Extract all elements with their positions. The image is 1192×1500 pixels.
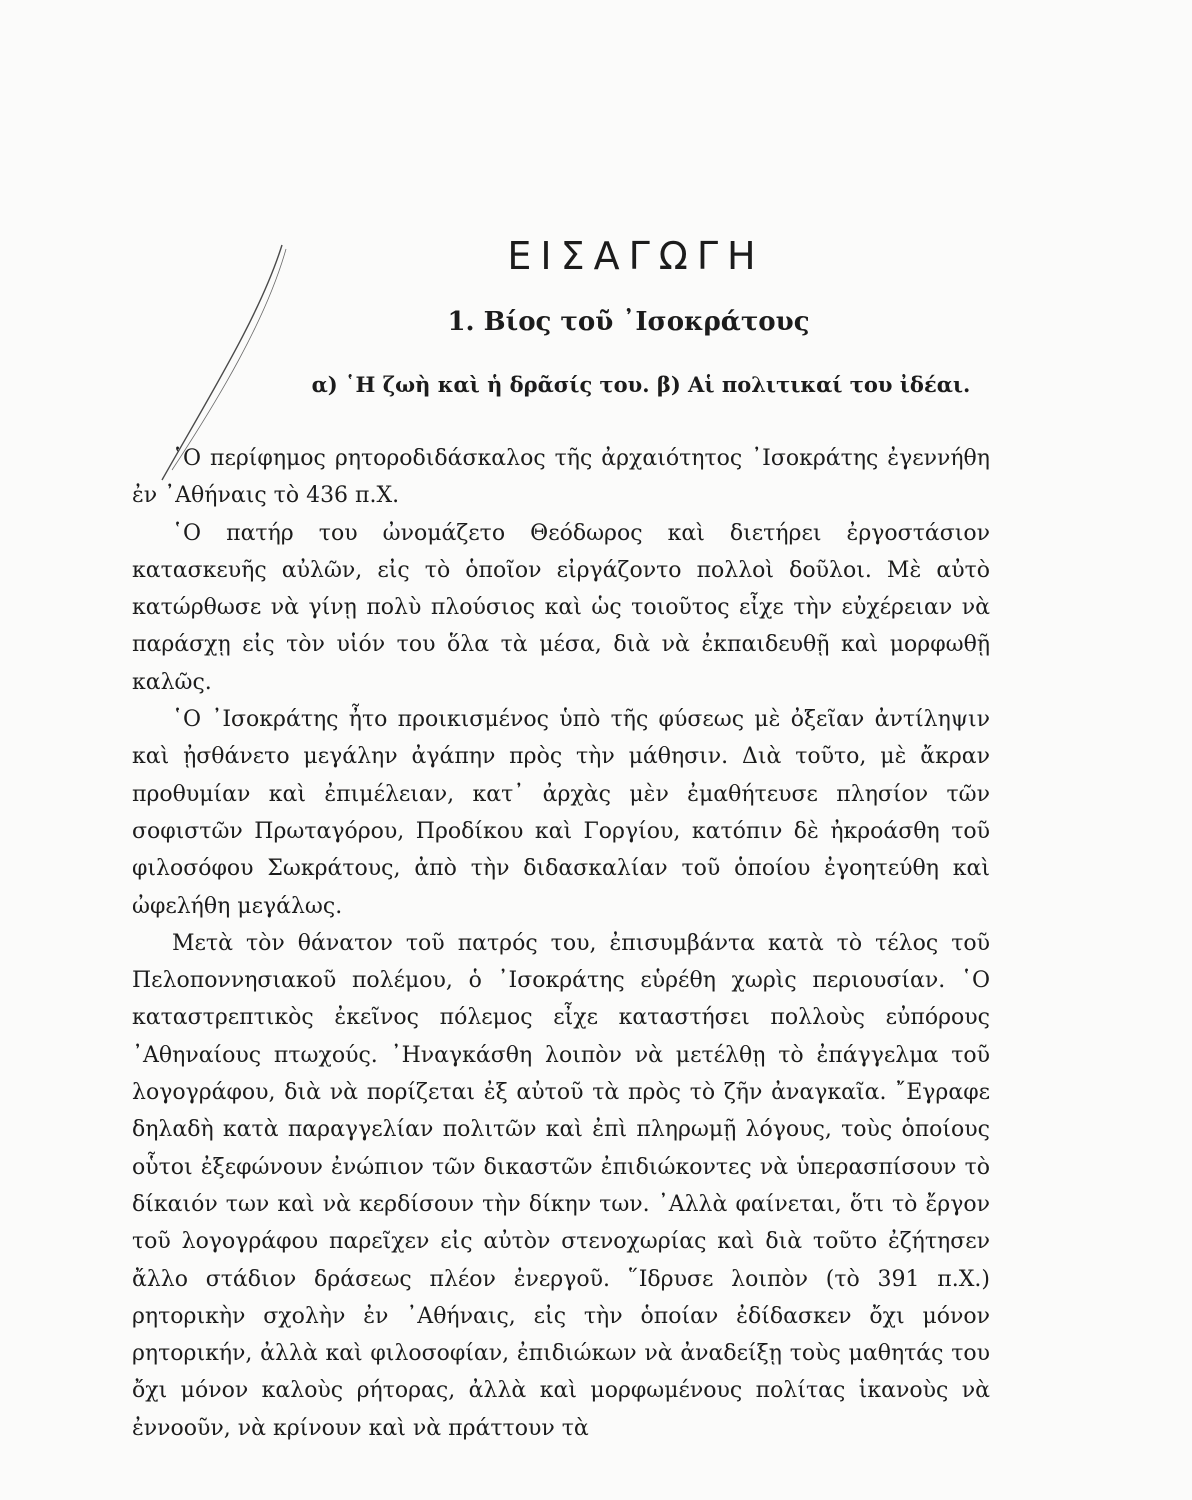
paragraph-1: ῾Ο περίφημος ρητοροδιδάσκαλος τῆς ἀρχαιότητος ᾿Ισοκράτης ἐγεννήθη ἐν ᾿Αθήναις τὸ 436 π.Χ. bbox=[132, 446, 990, 509]
section-heading: 1. Βίος τοῦ ᾿Ισοκράτους bbox=[447, 307, 810, 337]
body-text bbox=[132, 440, 990, 1447]
paragraph-3: ῾Ο ᾿Ισοκράτης ἦτο προικισμένος ὑπὸ τῆς φύσεως μὲ ὀξεῖαν ἀντίληψιν καὶ ᾐσθάνετο μεγάλην ἀγάπην πρὸς τὴν μάθησιν. Διὰ τοῦτο, μὲ ἄκραν προθυμίαν καὶ ἐπιμέλειαν, κατ᾿ ἀρχὰς μὲν ἐμαθήτευσε πλησίον τῶν σοφιστῶν Πρωταγόρου, Προδίκου καὶ Γοργίου, κατόπιν δὲ ἠκροάσθη τοῦ φιλοσόφου Σωκράτους, ἀπὸ τὴν διδασκαλίαν τοῦ ὁποίου ἐγοητεύθη καὶ ὠφελήθη μεγάλως. bbox=[132, 707, 990, 919]
paragraph-4: Μετὰ τὸν θάνατον τοῦ πατρός του, ἐπισυμβάντα κατὰ τὸ τέλος τοῦ Πελοποννησιακοῦ πολέμου, ὁ ᾿Ισοκράτης εὑρέθη χωρὶς περιουσίαν. ῾Ο καταστρεπτικὸς ἐκεῖνος πόλεμος εἶχε καταστήσει πολλοὺς εὐπόρους ᾿Αθηναίους πτωχούς. ᾿Ηναγκάσθη λοιπὸν νὰ μετέλθῃ τὸ ἐπάγγελμα τοῦ λογογράφου, διὰ νὰ πορίζεται ἐξ αὐτοῦ τὰ πρὸς τὸ ζῆν ἀναγκαῖα. ῎Εγραφε δηλαδὴ κατὰ παραγγελίαν πολιτῶν καὶ ἐπὶ πληρωμῇ λόγους, τοὺς ὁποίους οὗτοι ἐξεφώνουν ἐνώπιον τῶν δικαστῶν ἐπιδιώκοντες νὰ ὑπερασπίσουν τὸ δίκαιόν των καὶ νὰ κερδίσουν τὴν δίκην των. ᾿Αλλὰ φαίνεται, ὅτι τὸ ἔργον τοῦ λογογράφου παρεῖχεν εἰς αὐτὸν στενοχωρίας καὶ διὰ τοῦτο ἐζήτησεν ἄλλο στάδιον δράσεως πλέον ἐνεργοῦ. ῞Ιδρυσε λοιπὸν (τὸ 391 π.Χ.) ρητορικὴν σχολὴν ἐν ᾿Αθήναις, εἰς τὴν ὁποίαν ἐδίδασκεν ὄχι μόνον ρητορικήν, ἀλλὰ καὶ φιλοσοφίαν, ἐπιδιώκων νὰ ἀναδείξῃ τοὺς μαθητάς του ὄχι μόνον καλοὺς ρήτορας, ἀλλὰ καὶ μορφωμένους πολίτας ἱκανοὺς νὰ ἐννοοῦν, νὰ κρίνουν καὶ νὰ πράττουν τὰ bbox=[132, 930, 990, 1441]
page-title: ΕΙΣΑΓΩΓΗ bbox=[507, 234, 765, 278]
paragraph-2: ῾Ο πατήρ του ὠνομάζετο Θεόδωρος καὶ διετήρει ἐργοστάσιον κατασκευῆς αὐλῶν, εἰς τὸ ὁποῖον εἰργάζοντο πολλοὶ δοῦλοι. Μὲ αὐτὸ κατώρθωσε νὰ γίνῃ πολὺ πλούσιος καὶ ὡς τοιοῦτος εἶχε τὴν εὐχέρειαν νὰ παράσχῃ εἰς τὸν υἱόν του ὅλα τὰ μέσα, διὰ νὰ ἐκπαιδευθῇ καὶ μορφωθῇ καλῶς. bbox=[132, 520, 990, 695]
subheading: α) ῾Η ζωὴ καὶ ἡ δρᾶσίς του. β) Αἱ πολιτικαί του ἰδέαι. bbox=[311, 372, 971, 397]
